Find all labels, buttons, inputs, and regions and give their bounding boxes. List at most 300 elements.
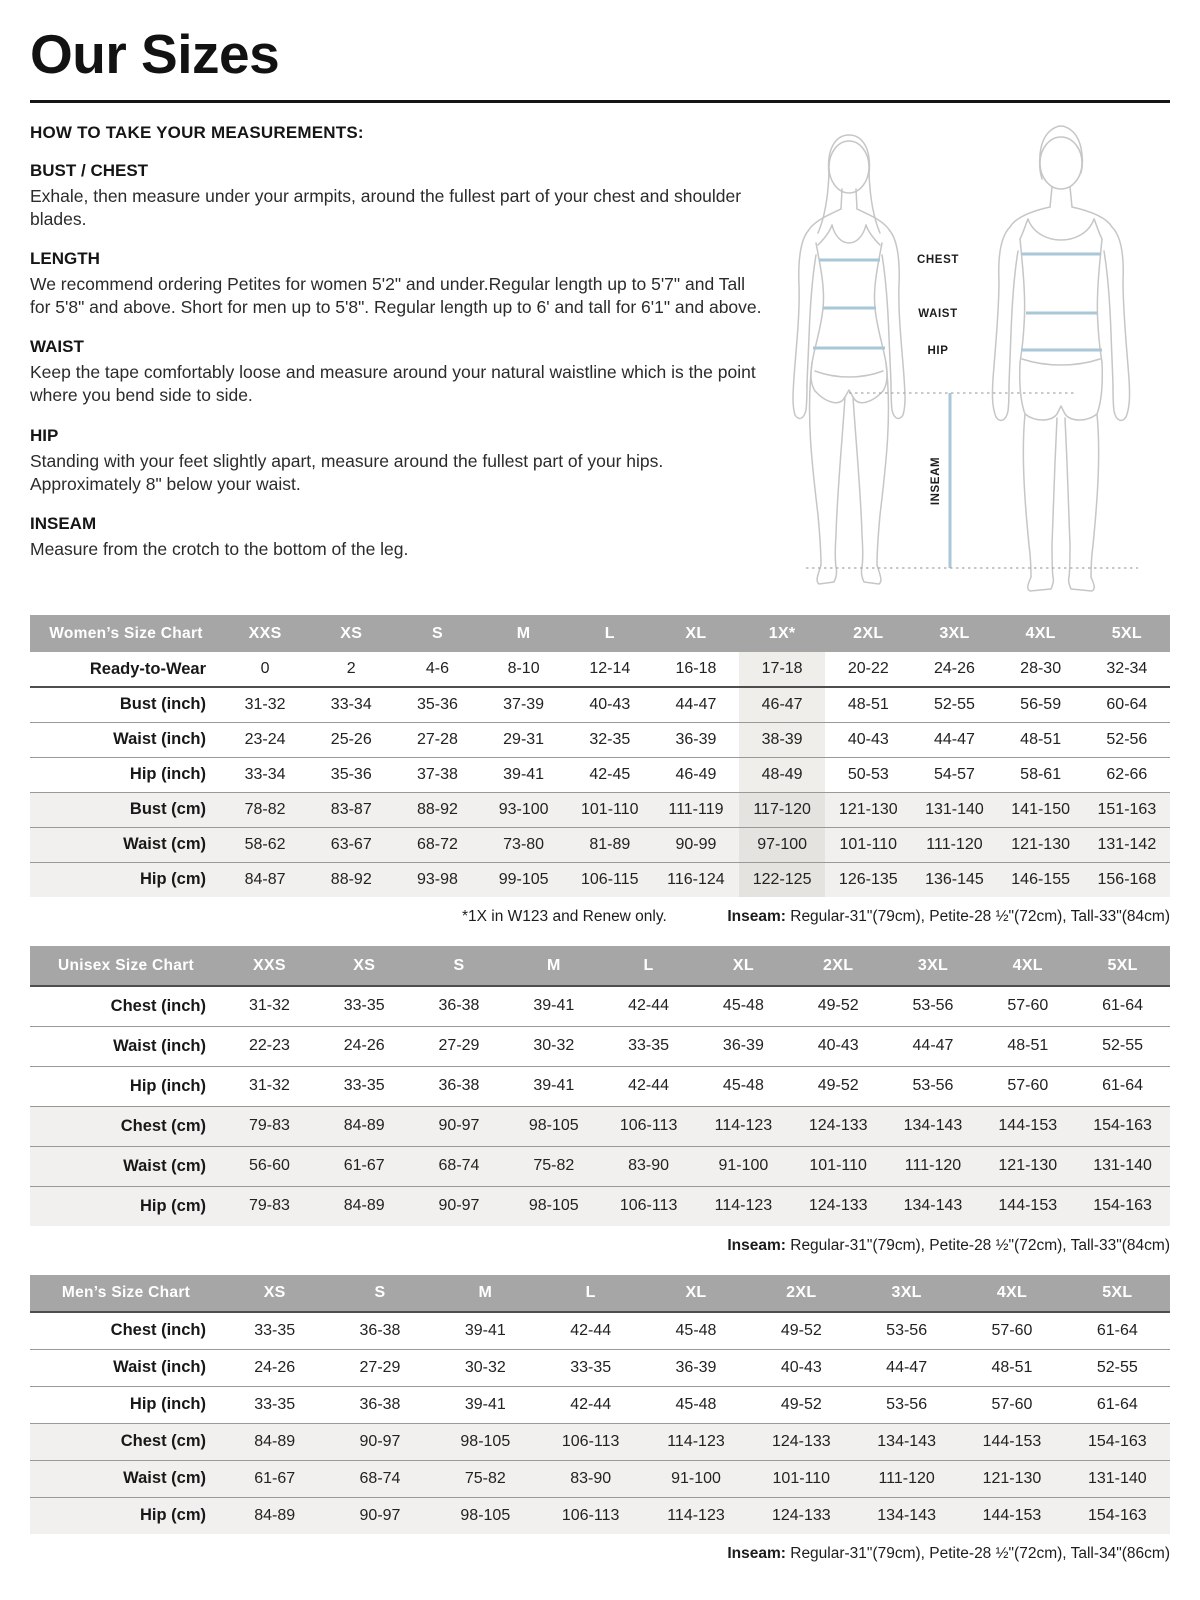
size-column-header: XS — [308, 615, 394, 652]
size-value-cell: 49-52 — [749, 1312, 854, 1349]
size-value-cell: 50-53 — [825, 757, 911, 792]
size-value-cell: 73-80 — [481, 827, 567, 862]
size-value-cell: 75-82 — [433, 1460, 538, 1497]
section-body: Measure from the crotch to the bottom of the leg. — [30, 538, 409, 559]
size-column-header: 4XL — [998, 615, 1084, 652]
womens-footnotes — [30, 908, 1170, 926]
size-value-cell: 90-99 — [653, 827, 739, 862]
size-value-cell: 49-52 — [791, 1066, 886, 1106]
row-label: Chest (inch) — [30, 1312, 222, 1349]
table-title: Women’s Size Chart — [30, 615, 222, 652]
table-row — [30, 986, 1170, 1026]
size-column-header: XL — [653, 615, 739, 652]
size-value-cell: 36-38 — [327, 1386, 432, 1423]
section-title: INSEAM — [30, 513, 97, 533]
footnote-1x: *1X in W123 and Renew only. — [462, 908, 667, 925]
table-row — [30, 757, 1170, 792]
size-value-cell: 114-123 — [643, 1423, 748, 1460]
size-value-cell: 28-30 — [998, 652, 1084, 687]
size-value-cell: 17-18 — [739, 652, 825, 687]
inseam-note-text: Regular-31"(79cm), Petite-28 ½"(72cm), Tall-34"(86cm) — [785, 1545, 1170, 1562]
inseam-note-text: Regular-31"(79cm), Petite-28 ½"(72cm), Tall-33"(84cm) — [785, 1237, 1170, 1254]
size-value-cell: 31-32 — [222, 986, 317, 1026]
size-value-cell: 57-60 — [980, 1066, 1075, 1106]
size-value-cell: 36-38 — [412, 1066, 507, 1106]
size-column-header: 4XL — [959, 1275, 1064, 1312]
size-column-header: S — [412, 946, 507, 986]
table-row — [30, 862, 1170, 897]
size-value-cell: 62-66 — [1084, 757, 1170, 792]
size-value-cell: 46-47 — [739, 687, 825, 722]
size-value-cell: 45-48 — [643, 1386, 748, 1423]
inseam-note — [727, 1545, 1170, 1563]
hip-label: HIP — [927, 345, 949, 357]
size-value-cell: 27-29 — [327, 1349, 432, 1386]
size-value-cell: 98-105 — [433, 1423, 538, 1460]
size-value-cell: 121-130 — [959, 1460, 1064, 1497]
table-row — [30, 827, 1170, 862]
size-column-header: S — [394, 615, 480, 652]
size-value-cell: 134-143 — [886, 1106, 981, 1146]
size-value-cell: 84-87 — [222, 862, 308, 897]
size-value-cell: 52-56 — [1084, 722, 1170, 757]
size-value-cell: 134-143 — [854, 1423, 959, 1460]
waist-label: WAIST — [918, 308, 958, 320]
size-column-header: 2XL — [791, 946, 886, 986]
size-value-cell: 121-130 — [980, 1146, 1075, 1186]
table-row — [30, 722, 1170, 757]
size-value-cell: 131-140 — [1075, 1146, 1170, 1186]
size-value-cell: 101-110 — [791, 1146, 886, 1186]
row-label: Hip (inch) — [30, 1066, 222, 1106]
size-value-cell: 4-6 — [394, 652, 480, 687]
size-value-cell: 57-60 — [959, 1312, 1064, 1349]
size-value-cell: 154-163 — [1065, 1423, 1170, 1460]
chest-label: CHEST — [917, 254, 959, 266]
measure-section-bust-chest — [30, 161, 766, 231]
size-value-cell: 57-60 — [959, 1386, 1064, 1423]
size-value-cell: 36-38 — [327, 1312, 432, 1349]
size-value-cell: 117-120 — [739, 792, 825, 827]
size-value-cell: 61-67 — [317, 1146, 412, 1186]
size-value-cell: 42-45 — [567, 757, 653, 792]
row-label: Hip (inch) — [30, 757, 222, 792]
table-row — [30, 1460, 1170, 1497]
size-value-cell: 56-59 — [998, 687, 1084, 722]
size-value-cell: 30-32 — [506, 1026, 601, 1066]
size-value-cell: 134-143 — [886, 1186, 981, 1226]
measurement-diagram — [766, 123, 1166, 595]
instructions-heading: HOW TO TAKE YOUR MEASUREMENTS: — [30, 123, 364, 142]
size-value-cell: 35-36 — [394, 687, 480, 722]
size-value-cell: 39-41 — [506, 986, 601, 1026]
size-value-cell: 98-105 — [433, 1497, 538, 1534]
size-value-cell: 40-43 — [567, 687, 653, 722]
size-column-header: 5XL — [1065, 1275, 1170, 1312]
size-value-cell: 37-39 — [481, 687, 567, 722]
size-value-cell: 121-130 — [825, 792, 911, 827]
size-value-cell: 44-47 — [911, 722, 997, 757]
size-value-cell: 131-140 — [1065, 1460, 1170, 1497]
size-value-cell: 27-28 — [394, 722, 480, 757]
womens-size-chart-table — [30, 615, 1170, 897]
mens-size-chart-block — [30, 1275, 1170, 1563]
unisex-footnotes — [30, 1237, 1170, 1255]
size-value-cell: 33-35 — [538, 1349, 643, 1386]
size-value-cell: 49-52 — [791, 986, 886, 1026]
table-row — [30, 687, 1170, 722]
row-label: Chest (inch) — [30, 986, 222, 1026]
size-value-cell: 136-145 — [911, 862, 997, 897]
size-value-cell: 45-48 — [643, 1312, 748, 1349]
size-value-cell: 90-97 — [327, 1497, 432, 1534]
size-value-cell: 61-64 — [1065, 1312, 1170, 1349]
size-value-cell: 53-56 — [886, 1066, 981, 1106]
row-label: Hip (cm) — [30, 1497, 222, 1534]
measure-section-waist — [30, 337, 766, 407]
size-value-cell: 91-100 — [696, 1146, 791, 1186]
row-label: Waist (inch) — [30, 1026, 222, 1066]
row-label: Waist (cm) — [30, 1146, 222, 1186]
size-value-cell: 40-43 — [825, 722, 911, 757]
size-value-cell: 40-43 — [791, 1026, 886, 1066]
row-label: Waist (inch) — [30, 1349, 222, 1386]
size-column-header: S — [327, 1275, 432, 1312]
size-value-cell: 33-35 — [222, 1386, 327, 1423]
size-value-cell: 156-168 — [1084, 862, 1170, 897]
size-value-cell: 106-113 — [601, 1106, 696, 1146]
size-column-header: 2XL — [825, 615, 911, 652]
size-value-cell: 44-47 — [653, 687, 739, 722]
size-value-cell: 48-51 — [998, 722, 1084, 757]
row-label: Chest (cm) — [30, 1106, 222, 1146]
size-value-cell: 8-10 — [481, 652, 567, 687]
size-value-cell: 111-120 — [886, 1146, 981, 1186]
size-value-cell: 52-55 — [1065, 1349, 1170, 1386]
size-value-cell: 22-23 — [222, 1026, 317, 1066]
title-divider — [30, 100, 1170, 103]
table-row — [30, 1146, 1170, 1186]
size-value-cell: 131-142 — [1084, 827, 1170, 862]
row-label: Waist (cm) — [30, 1460, 222, 1497]
size-value-cell: 154-163 — [1065, 1497, 1170, 1534]
size-value-cell: 38-39 — [739, 722, 825, 757]
size-value-cell: 90-97 — [412, 1106, 507, 1146]
size-value-cell: 124-133 — [749, 1497, 854, 1534]
size-value-cell: 31-32 — [222, 1066, 317, 1106]
size-value-cell: 111-120 — [911, 827, 997, 862]
size-value-cell: 24-26 — [317, 1026, 412, 1066]
row-label: Waist (cm) — [30, 827, 222, 862]
measure-section-inseam — [30, 514, 766, 561]
size-value-cell: 154-163 — [1075, 1106, 1170, 1146]
size-value-cell: 101-110 — [567, 792, 653, 827]
size-value-cell: 53-56 — [854, 1386, 959, 1423]
size-value-cell: 33-35 — [601, 1026, 696, 1066]
size-value-cell: 84-89 — [222, 1497, 327, 1534]
table-row — [30, 792, 1170, 827]
size-value-cell: 31-32 — [222, 687, 308, 722]
size-column-header: L — [601, 946, 696, 986]
inseam-note — [727, 908, 1170, 926]
row-label: Hip (cm) — [30, 1186, 222, 1226]
size-value-cell: 49-52 — [749, 1386, 854, 1423]
size-value-cell: 40-43 — [749, 1349, 854, 1386]
mens-footnotes — [30, 1545, 1170, 1563]
section-title: HIP — [30, 425, 59, 445]
table-row — [30, 1386, 1170, 1423]
size-value-cell: 124-133 — [791, 1186, 886, 1226]
size-column-header: L — [538, 1275, 643, 1312]
size-value-cell: 84-89 — [222, 1423, 327, 1460]
size-value-cell: 36-39 — [643, 1349, 748, 1386]
size-value-cell: 75-82 — [506, 1146, 601, 1186]
size-value-cell: 84-89 — [317, 1106, 412, 1146]
row-label: Ready-to-Wear — [30, 652, 222, 687]
row-label: Hip (cm) — [30, 862, 222, 897]
size-value-cell: 39-41 — [481, 757, 567, 792]
size-value-cell: 54-57 — [911, 757, 997, 792]
female-figure-outline — [793, 135, 905, 584]
size-value-cell: 29-31 — [481, 722, 567, 757]
size-value-cell: 36-38 — [412, 986, 507, 1026]
size-column-header: 5XL — [1075, 946, 1170, 986]
size-value-cell: 53-56 — [854, 1312, 959, 1349]
size-value-cell: 45-48 — [696, 986, 791, 1026]
mens-size-chart-table — [30, 1275, 1170, 1534]
size-value-cell: 33-35 — [222, 1312, 327, 1349]
size-value-cell: 151-163 — [1084, 792, 1170, 827]
size-column-header: XXS — [222, 946, 317, 986]
size-value-cell: 39-41 — [433, 1312, 538, 1349]
size-value-cell: 48-51 — [959, 1349, 1064, 1386]
section-body: Keep the tape comfortably loose and measure around your natural waistline which is the point where you bend side to side. — [30, 362, 756, 406]
size-value-cell: 63-67 — [308, 827, 394, 862]
size-value-cell: 121-130 — [998, 827, 1084, 862]
size-value-cell: 114-123 — [696, 1186, 791, 1226]
size-value-cell: 101-110 — [825, 827, 911, 862]
size-value-cell: 81-89 — [567, 827, 653, 862]
table-row — [30, 1066, 1170, 1106]
size-value-cell: 48-51 — [825, 687, 911, 722]
size-value-cell: 90-97 — [327, 1423, 432, 1460]
size-value-cell: 52-55 — [911, 687, 997, 722]
section-body: Standing with your feet slightly apart, measure around the fullest part of your hips. Approximately 8" below your waist. — [30, 450, 664, 494]
size-value-cell: 98-105 — [506, 1106, 601, 1146]
size-value-cell: 60-64 — [1084, 687, 1170, 722]
size-value-cell: 42-44 — [538, 1386, 643, 1423]
size-value-cell: 83-87 — [308, 792, 394, 827]
size-value-cell: 30-32 — [433, 1349, 538, 1386]
size-value-cell: 36-39 — [696, 1026, 791, 1066]
row-label: Hip (inch) — [30, 1386, 222, 1423]
table-row — [30, 1423, 1170, 1460]
size-value-cell: 141-150 — [998, 792, 1084, 827]
size-column-header: XL — [643, 1275, 748, 1312]
inseam-note-text: Regular-31"(79cm), Petite-28 ½"(72cm), Tall-33"(84cm) — [785, 908, 1170, 925]
size-value-cell: 131-140 — [911, 792, 997, 827]
size-value-cell: 0 — [222, 652, 308, 687]
size-column-header: M — [433, 1275, 538, 1312]
section-body: We recommend ordering Petites for women 5'2" and under.Regular length up to 5'7" and Tall for 5'8" and above. Short for men up to 5'8". Regular length up to 6' and tall for 6'1" and above. — [30, 274, 762, 318]
size-value-cell: 106-113 — [538, 1423, 643, 1460]
size-value-cell: 154-163 — [1075, 1186, 1170, 1226]
size-value-cell: 93-98 — [394, 862, 480, 897]
size-value-cell: 116-124 — [653, 862, 739, 897]
section-title: LENGTH — [30, 249, 100, 269]
size-value-cell: 23-24 — [222, 722, 308, 757]
size-value-cell: 144-153 — [959, 1423, 1064, 1460]
size-value-cell: 114-123 — [696, 1106, 791, 1146]
size-value-cell: 25-26 — [308, 722, 394, 757]
size-column-header: 3XL — [886, 946, 981, 986]
inseam-note-label: Inseam: — [727, 908, 786, 925]
male-figure-outline — [992, 126, 1129, 591]
size-value-cell: 68-72 — [394, 827, 480, 862]
size-value-cell: 122-125 — [739, 862, 825, 897]
size-value-cell: 111-120 — [854, 1460, 959, 1497]
size-column-header: 1X* — [739, 615, 825, 652]
size-value-cell: 144-153 — [959, 1497, 1064, 1534]
unisex-size-chart-table — [30, 946, 1170, 1226]
unisex-size-chart-block — [30, 946, 1170, 1255]
size-value-cell: 58-62 — [222, 827, 308, 862]
size-value-cell: 98-105 — [506, 1186, 601, 1226]
size-value-cell: 106-115 — [567, 862, 653, 897]
section-title: WAIST — [30, 337, 84, 357]
page-title: Our Sizes — [30, 23, 280, 85]
size-value-cell: 33-34 — [222, 757, 308, 792]
table-row — [30, 1186, 1170, 1226]
size-column-header: 3XL — [911, 615, 997, 652]
size-value-cell: 68-74 — [327, 1460, 432, 1497]
size-value-cell: 37-38 — [394, 757, 480, 792]
size-value-cell: 32-34 — [1084, 652, 1170, 687]
size-value-cell: 35-36 — [308, 757, 394, 792]
size-value-cell: 78-82 — [222, 792, 308, 827]
size-value-cell: 88-92 — [308, 862, 394, 897]
size-value-cell: 20-22 — [825, 652, 911, 687]
size-value-cell: 48-49 — [739, 757, 825, 792]
size-value-cell: 114-123 — [643, 1497, 748, 1534]
size-value-cell: 144-153 — [980, 1106, 1075, 1146]
size-column-header: 4XL — [980, 946, 1075, 986]
size-value-cell: 124-133 — [791, 1106, 886, 1146]
size-value-cell: 106-113 — [601, 1186, 696, 1226]
size-value-cell: 24-26 — [911, 652, 997, 687]
size-value-cell: 61-64 — [1075, 986, 1170, 1026]
size-value-cell: 68-74 — [412, 1146, 507, 1186]
inseam-note-label: Inseam: — [727, 1545, 786, 1562]
size-value-cell: 32-35 — [567, 722, 653, 757]
size-value-cell: 111-119 — [653, 792, 739, 827]
size-value-cell: 33-34 — [308, 687, 394, 722]
size-column-header: XL — [696, 946, 791, 986]
table-row — [30, 1106, 1170, 1146]
size-value-cell: 90-97 — [412, 1186, 507, 1226]
size-value-cell: 91-100 — [643, 1460, 748, 1497]
size-column-header: M — [481, 615, 567, 652]
size-value-cell: 79-83 — [222, 1186, 317, 1226]
inseam-note — [727, 1237, 1170, 1255]
size-column-header: 3XL — [854, 1275, 959, 1312]
size-value-cell: 106-113 — [538, 1497, 643, 1534]
row-label: Waist (inch) — [30, 722, 222, 757]
size-value-cell: 58-61 — [998, 757, 1084, 792]
size-value-cell: 79-83 — [222, 1106, 317, 1146]
size-value-cell: 61-64 — [1065, 1386, 1170, 1423]
size-value-cell: 93-100 — [481, 792, 567, 827]
size-value-cell: 42-44 — [601, 1066, 696, 1106]
table-title: Unisex Size Chart — [30, 946, 222, 986]
size-value-cell: 124-133 — [749, 1423, 854, 1460]
size-value-cell: 36-39 — [653, 722, 739, 757]
row-label: Bust (cm) — [30, 792, 222, 827]
size-value-cell: 61-64 — [1075, 1066, 1170, 1106]
table-row — [30, 1312, 1170, 1349]
size-column-header: 5XL — [1084, 615, 1170, 652]
table-row — [30, 652, 1170, 687]
size-value-cell: 52-55 — [1075, 1026, 1170, 1066]
size-value-cell: 57-60 — [980, 986, 1075, 1026]
size-value-cell: 45-48 — [696, 1066, 791, 1106]
size-value-cell: 101-110 — [749, 1460, 854, 1497]
section-title: BUST / CHEST — [30, 161, 149, 180]
size-value-cell: 44-47 — [886, 1026, 981, 1066]
size-value-cell: 42-44 — [601, 986, 696, 1026]
size-value-cell: 12-14 — [567, 652, 653, 687]
size-value-cell: 16-18 — [653, 652, 739, 687]
size-value-cell: 42-44 — [538, 1312, 643, 1349]
measure-section-hip — [30, 426, 766, 496]
size-value-cell: 83-90 — [601, 1146, 696, 1186]
size-column-header: XS — [317, 946, 412, 986]
table-row — [30, 1497, 1170, 1534]
size-value-cell: 56-60 — [222, 1146, 317, 1186]
size-value-cell: 126-135 — [825, 862, 911, 897]
size-value-cell: 99-105 — [481, 862, 567, 897]
size-value-cell: 33-35 — [317, 1066, 412, 1106]
size-value-cell: 33-35 — [317, 986, 412, 1026]
diagram-container — [766, 123, 1170, 595]
size-value-cell: 44-47 — [854, 1349, 959, 1386]
size-value-cell: 2 — [308, 652, 394, 687]
section-body: Exhale, then measure under your armpits, around the fullest part of your chest and shoulder blades. — [30, 186, 742, 230]
size-column-header: M — [506, 946, 601, 986]
size-column-header: L — [567, 615, 653, 652]
size-value-cell: 48-51 — [980, 1026, 1075, 1066]
size-value-cell: 24-26 — [222, 1349, 327, 1386]
inseam-label: INSEAM — [930, 456, 942, 506]
size-value-cell: 146-155 — [998, 862, 1084, 897]
size-column-header: XS — [222, 1275, 327, 1312]
size-column-header: XXS — [222, 615, 308, 652]
size-value-cell: 83-90 — [538, 1460, 643, 1497]
size-value-cell: 134-143 — [854, 1497, 959, 1534]
size-value-cell: 39-41 — [506, 1066, 601, 1106]
size-column-header: 2XL — [749, 1275, 854, 1312]
size-value-cell: 84-89 — [317, 1186, 412, 1226]
size-value-cell: 97-100 — [739, 827, 825, 862]
row-label: Chest (cm) — [30, 1423, 222, 1460]
size-value-cell: 39-41 — [433, 1386, 538, 1423]
measure-section-length — [30, 249, 766, 319]
table-row — [30, 1349, 1170, 1386]
inseam-note-label: Inseam: — [727, 1237, 786, 1254]
table-row — [30, 1026, 1170, 1066]
size-value-cell: 88-92 — [394, 792, 480, 827]
size-value-cell: 144-153 — [980, 1186, 1075, 1226]
